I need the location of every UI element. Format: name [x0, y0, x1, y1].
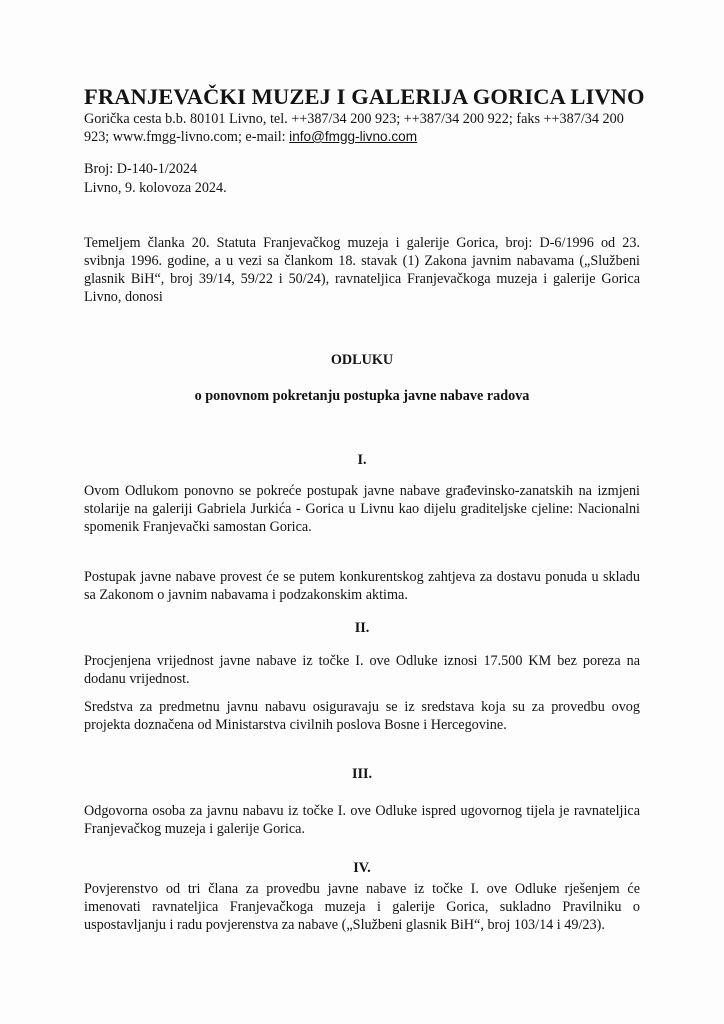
section-1-paragraph-1: Ovom Odlukom ponovno se pokreće postupak javne nabave građevinsko-zanatskih na izmjeni stolarije na galeriji Gabriela Jurkića - Gorica u Livnu kao dijelu graditeljske cjeline: Nacionalni spomenik Franjevački samostan Gorica.	[84, 483, 640, 535]
section-4-paragraph-1: Povjerenstvo od tri člana za provedbu javne nabave iz točke I. ove Odluke rješenjem će imenovati ravnateljica Franjevačkoga muzeja i galerije Gorica, sukladno Pravilniku o uspostavljanju i radu povjerenstva za nabave („Službeni glasnik BiH“, broj 103/14 i 49/23).	[84, 881, 640, 933]
decision-title: ODLUKU	[330, 352, 394, 368]
email-link[interactable]: info@fmgg-livno.com	[289, 129, 418, 144]
section-number-4: IV.	[353, 860, 371, 876]
preamble-paragraph: Temeljem članka 20. Statuta Franjevačkog muzeja i galerije Gorica, broj: D-6/1996 od 23. svibnja 1996. godine, a u vezi sa člankom 18. stavak (1) Zakona javnim nabavama („Službeni glasnik BiH“, broj 39/14, 59/22 i 50/24), ravnateljica Franjevačkoga muzeja i galerije Gorica Livno, donosi	[84, 235, 640, 305]
section-number-2: II.	[354, 620, 370, 636]
section-3-paragraph-1: Odgovorna osoba za javnu nabavu iz točke I. ove Odluke ispred ugovornog tijela je ravnateljica Franjevačkog muzeja i galerije Gorica.	[84, 803, 640, 837]
document-place-date: Livno, 9. kolovoza 2024.	[84, 180, 227, 196]
section-number-3: III.	[351, 766, 373, 782]
organization-name: FRANJEVAČKI MUZEJ I GALERIJA GORICA LIVNO	[84, 84, 645, 109]
organization-contact	[84, 110, 644, 146]
section-number-1: I.	[357, 452, 367, 468]
contact-details: Gorička cesta b.b. 80101 Livno, tel. ++387/34 200 923; ++387/34 200 922; faks ++387/34 200 923; www.fmgg-livno.com; e-mail:	[84, 111, 624, 145]
decision-subtitle: o ponovnom pokretanju postupka javne nabave radova	[194, 388, 530, 404]
document-number: Broj: D-140-1/2024	[84, 161, 198, 177]
section-2-paragraph-1: Procjenjena vrijednost javne nabave iz točke I. ove Odluke iznosi 17.500 KM bez poreza na dodanu vrijednost.	[84, 653, 640, 687]
section-1-paragraph-2: Postupak javne nabave provest će se putem konkurentskog zahtjeva za dostavu ponuda u skladu sa Zakonom o javnim nabavama i podzakonskim aktima.	[84, 569, 640, 603]
section-2-paragraph-2: Sredstva za predmetnu javnu nabavu osiguravaju se iz sredstava koja su za provedbu ovog projekta doznačena od Ministarstva civilnih poslova Bosne i Hercegovine.	[84, 699, 640, 733]
